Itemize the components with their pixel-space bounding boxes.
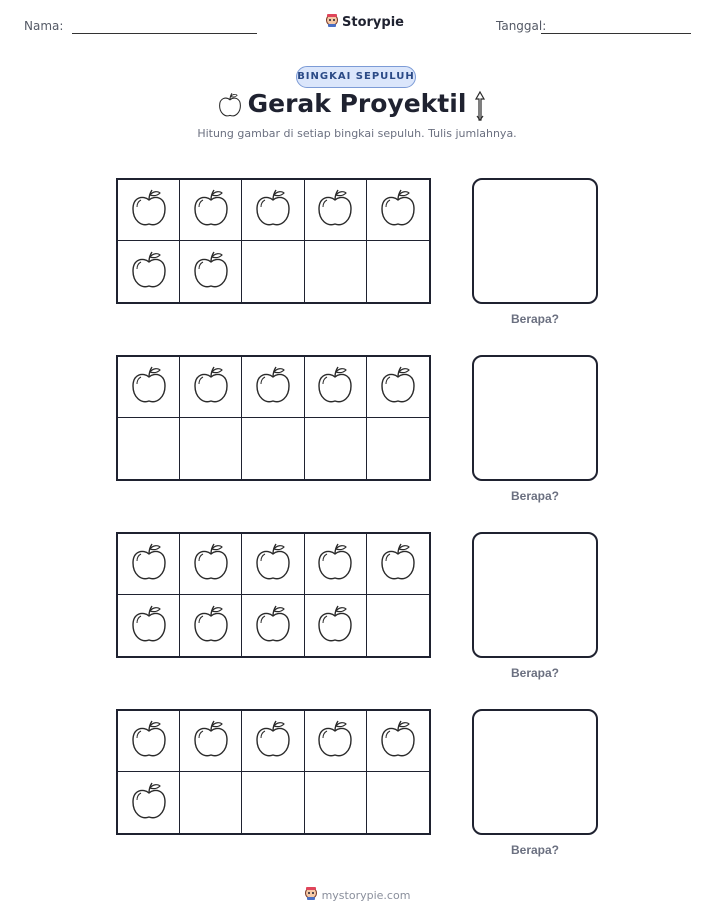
answer-label: Berapa? bbox=[510, 489, 560, 503]
apple-icon bbox=[191, 364, 231, 410]
ten-frame-cell bbox=[180, 357, 242, 418]
ten-frame bbox=[116, 709, 431, 835]
ten-frame-cell bbox=[367, 711, 429, 772]
ten-frame-cell bbox=[118, 357, 180, 418]
ten-frame-cell bbox=[367, 595, 429, 656]
ten-frame-cell bbox=[305, 241, 367, 302]
apple-icon bbox=[378, 187, 418, 233]
ten-frame bbox=[116, 178, 431, 304]
ten-frame bbox=[116, 355, 431, 481]
ten-frame-cell bbox=[305, 534, 367, 595]
date-label: Tanggal: bbox=[496, 19, 547, 33]
ten-frame-cell bbox=[180, 241, 242, 302]
ten-frame-cell bbox=[242, 357, 304, 418]
apple-icon bbox=[191, 187, 231, 233]
apple-icon bbox=[129, 249, 169, 295]
ten-frame bbox=[116, 532, 431, 658]
ten-frame-cell bbox=[180, 595, 242, 656]
ten-frame-cell bbox=[367, 357, 429, 418]
ten-frame-cell bbox=[242, 241, 304, 302]
ten-frame-cell bbox=[118, 534, 180, 595]
ten-frame-cell bbox=[367, 241, 429, 302]
ten-frame-cell bbox=[118, 595, 180, 656]
apple-icon bbox=[315, 603, 355, 649]
storypie-mascot-icon bbox=[325, 13, 339, 32]
arrow-icon bbox=[473, 90, 487, 126]
apple-icon bbox=[315, 541, 355, 587]
apple-icon bbox=[129, 541, 169, 587]
ten-frame-cell bbox=[118, 772, 180, 833]
apple-icon bbox=[253, 603, 293, 649]
apple-icon bbox=[191, 603, 231, 649]
ten-frame-cell bbox=[305, 711, 367, 772]
apple-icon bbox=[378, 718, 418, 764]
ten-frame-cell bbox=[118, 180, 180, 241]
apple-icon bbox=[129, 718, 169, 764]
ten-frame-cell bbox=[367, 534, 429, 595]
brand-name: Storypie bbox=[342, 15, 404, 30]
ten-frame-cell bbox=[180, 418, 242, 479]
ten-frame-cell bbox=[118, 418, 180, 479]
ten-frame-cell bbox=[118, 711, 180, 772]
apple-icon bbox=[253, 364, 293, 410]
apple-icon bbox=[315, 187, 355, 233]
ten-frame-cell bbox=[242, 534, 304, 595]
apple-icon bbox=[378, 364, 418, 410]
ten-frame-cell bbox=[242, 772, 304, 833]
ten-frame-cell bbox=[242, 180, 304, 241]
footer-url: mystorypie.com bbox=[321, 889, 411, 902]
answer-box[interactable] bbox=[472, 532, 598, 658]
apple-icon bbox=[129, 603, 169, 649]
name-field-line[interactable] bbox=[72, 33, 257, 34]
apple-icon bbox=[129, 364, 169, 410]
apple-icon bbox=[253, 718, 293, 764]
answer-box[interactable] bbox=[472, 355, 598, 481]
ten-frame-cell bbox=[180, 534, 242, 595]
ten-frame-cell bbox=[367, 772, 429, 833]
instructions: Hitung gambar di setiap bingkai sepuluh. Tulis jumlahnya. bbox=[197, 127, 517, 140]
answer-box[interactable] bbox=[472, 709, 598, 835]
apple-icon bbox=[129, 187, 169, 233]
apple-icon bbox=[191, 541, 231, 587]
ten-frame-cell bbox=[305, 772, 367, 833]
apple-icon bbox=[315, 718, 355, 764]
apple-icon bbox=[191, 718, 231, 764]
storypie-mascot-icon bbox=[304, 886, 318, 905]
apple-icon bbox=[129, 780, 169, 826]
ten-frame-cell bbox=[305, 418, 367, 479]
answer-box[interactable] bbox=[472, 178, 598, 304]
answer-label: Berapa? bbox=[510, 312, 560, 326]
ten-frame-cell bbox=[242, 711, 304, 772]
ten-frame-cell bbox=[180, 180, 242, 241]
ten-frame-cell bbox=[180, 772, 242, 833]
apple-icon bbox=[253, 541, 293, 587]
apple-icon bbox=[315, 364, 355, 410]
answer-label: Berapa? bbox=[510, 843, 560, 857]
page-title: Gerak Proyektil bbox=[247, 89, 467, 118]
worksheet-type-badge: BINGKAI SEPULUH bbox=[296, 66, 416, 88]
name-label: Nama: bbox=[24, 19, 64, 33]
ten-frame-cell bbox=[242, 595, 304, 656]
ten-frame-cell bbox=[242, 418, 304, 479]
ten-frame-cell bbox=[305, 595, 367, 656]
ten-frame-cell bbox=[180, 711, 242, 772]
date-field-line[interactable] bbox=[541, 33, 691, 34]
apple-icon bbox=[191, 249, 231, 295]
answer-label: Berapa? bbox=[510, 666, 560, 680]
ten-frame-cell bbox=[118, 241, 180, 302]
ten-frame-cell bbox=[367, 418, 429, 479]
apple-icon bbox=[253, 187, 293, 233]
apple-icon bbox=[378, 541, 418, 587]
ten-frame-cell bbox=[367, 180, 429, 241]
brand-logo bbox=[325, 13, 404, 32]
ten-frame-cell bbox=[305, 357, 367, 418]
footer bbox=[0, 886, 714, 905]
ten-frame-cell bbox=[305, 180, 367, 241]
